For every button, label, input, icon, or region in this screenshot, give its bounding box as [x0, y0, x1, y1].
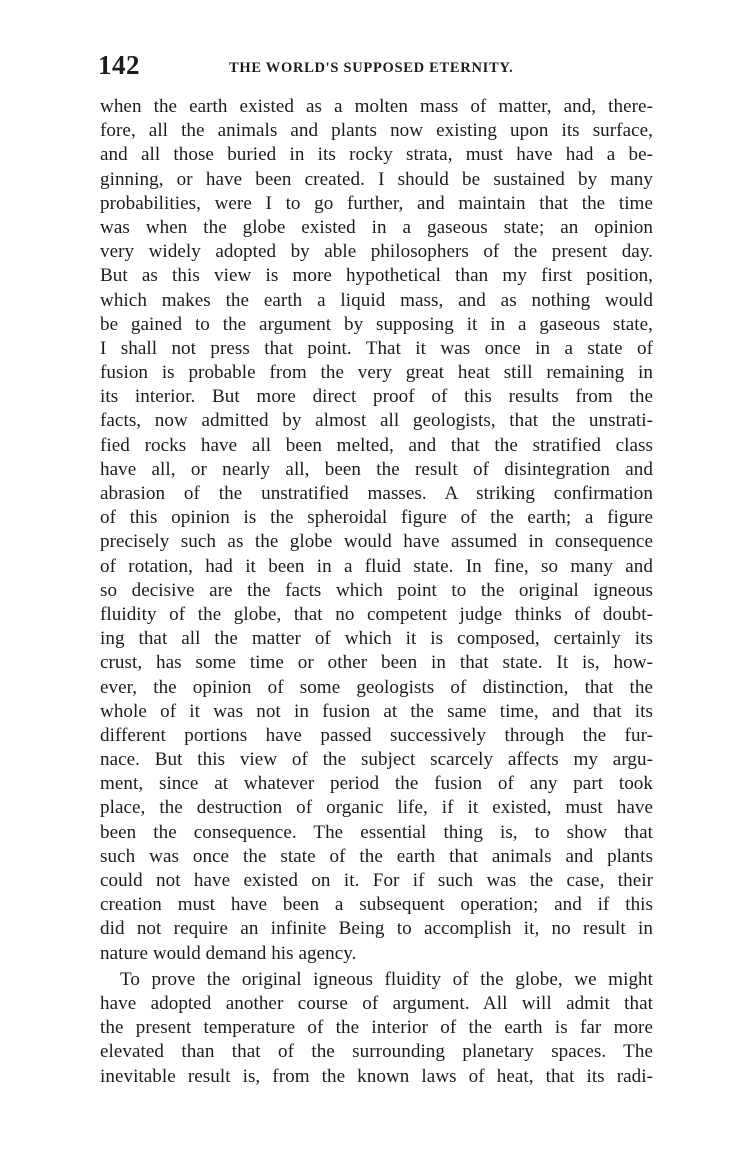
text-line: different portions have passed successively through the fur- — [100, 724, 653, 746]
text-line: fusion is probable from the very great heat still remaining in — [100, 362, 653, 384]
page-number: 142 — [98, 50, 140, 80]
paragraph — [100, 95, 653, 966]
text-line: and all those buried in its rocky strata, must have had a be- — [100, 144, 653, 166]
text-line: when the earth existed as a molten mass of matter, and, there- — [100, 96, 653, 117]
text-line: the present temperature of the interior of the earth is far more — [100, 1017, 653, 1039]
page-header — [95, 50, 655, 84]
text-line: was when the globe existed in a gaseous state; an opinion — [100, 216, 653, 238]
text-line: fore, all the animals and plants now existing upon its surface, — [100, 120, 653, 142]
text-line: have adopted another course of argument. All will admit that — [100, 992, 653, 1014]
text-line: But as this view is more hypothetical than my first position, — [100, 265, 653, 287]
text-line: very widely adopted by able philosophers of the present day. — [100, 241, 653, 263]
body-text — [100, 95, 653, 1089]
text-line: ginning, or have been created. I should be sustained by many — [100, 168, 653, 190]
text-line: which makes the earth a liquid mass, and as nothing would — [100, 289, 653, 311]
text-line: been the consequence. The essential thing is, to show that — [100, 821, 653, 843]
running-title: THE WORLD'S SUPPOSED ETERNITY. — [229, 60, 514, 76]
text-line: crust, has some time or other been in that state. It is, how- — [100, 652, 653, 674]
text-line: did not require an infinite Being to accomplish it, no result in — [100, 918, 653, 940]
text-line: abrasion of the unstratified masses. A striking confirmation — [100, 483, 653, 504]
text-line: I shall not press that point. That it was once in a state of — [100, 337, 653, 359]
text-line: ing that all the matter of which it is composed, certainly its — [100, 628, 653, 650]
text-line: nace. But this view of the subject scarcely affects my argu- — [100, 749, 653, 771]
text-line: such was once the state of the earth that animals and plants — [100, 845, 653, 867]
text-line: could not have existed on it. For if such was the case, their — [100, 870, 653, 891]
text-line: fied rocks have all been melted, and that the stratified class — [100, 434, 653, 456]
text-line: be gained to the argument by supposing it in a gaseous state, — [100, 313, 653, 335]
text-line: facts, now admitted by almost all geologists, that the unstrati- — [100, 410, 653, 432]
text-line: ment, since at whatever period the fusion of any part took — [100, 773, 653, 795]
text-line: fluidity of the globe, that no competent judge thinks of doubt- — [100, 603, 653, 625]
text-line: of rotation, had it been in a fluid state. In fine, so many and — [100, 555, 653, 577]
text-line: precisely such as the globe would have assumed in consequence — [100, 531, 653, 553]
text-line: elevated than that of the surrounding planetary spaces. The — [100, 1041, 653, 1063]
text-line: whole of it was not in fusion at the same time, and that its — [100, 700, 653, 722]
text-line: have all, or nearly all, been the result of disintegration and — [100, 458, 653, 480]
text-line: ever, the opinion of some geologists of distinction, that the — [100, 676, 653, 698]
text-line: creation must have been a subsequent operation; and if this — [100, 894, 653, 916]
text-line: so decisive are the facts which point to the original igneous — [100, 579, 653, 601]
text-line: its interior. But more direct proof of this results from the — [100, 386, 653, 408]
paragraph — [100, 966, 653, 1089]
text-line: To prove the original igneous fluidity of the globe, we might — [120, 968, 653, 990]
text-line: place, the destruction of organic life, if it existed, must have — [100, 797, 653, 819]
text-line: inevitable result is, from the known laws of heat, that its radi- — [100, 1065, 653, 1087]
text-line: probabilities, were I to go further, and maintain that the time — [100, 192, 653, 214]
text-line: of this opinion is the spheroidal figure of the earth; a figure — [100, 507, 653, 529]
text-line: nature would demand his agency. — [100, 942, 357, 964]
